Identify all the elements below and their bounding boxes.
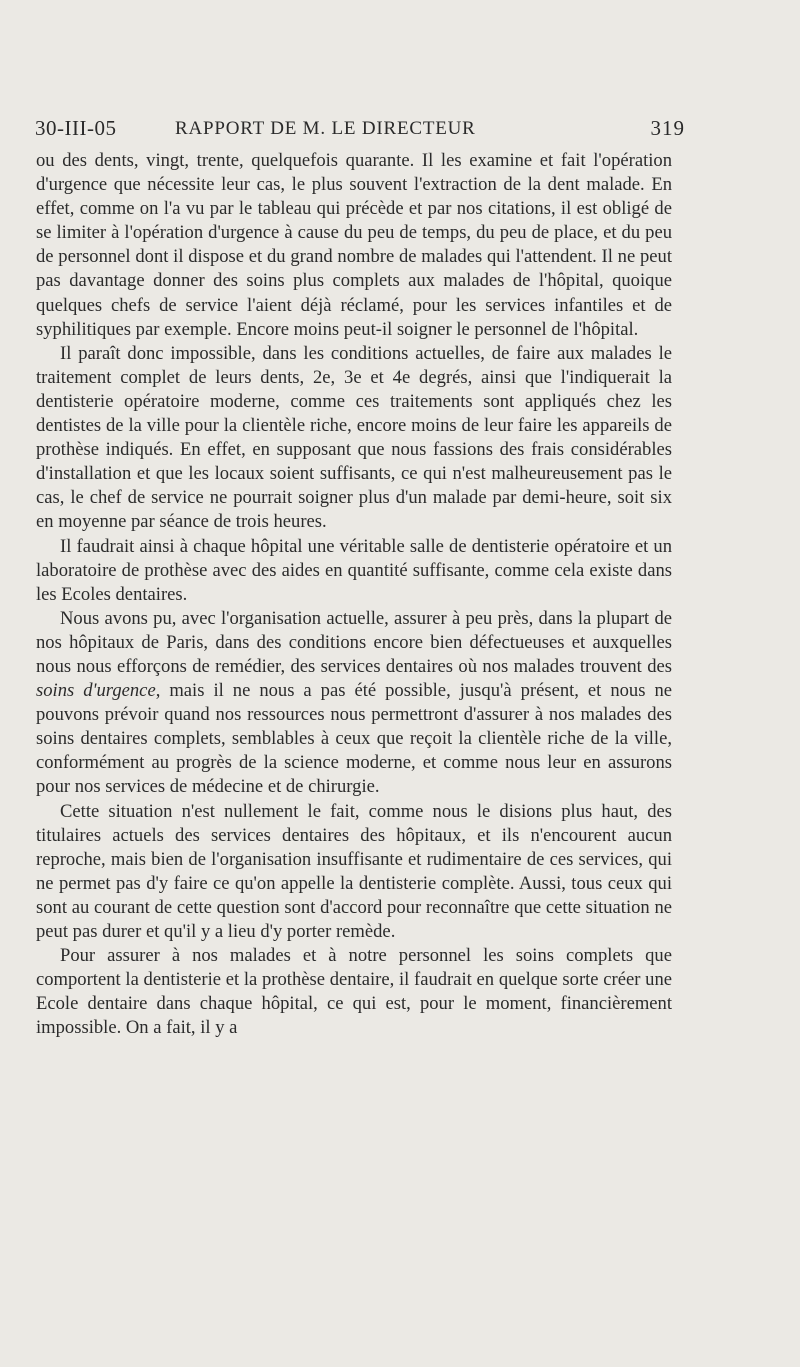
paragraph-2: Il paraît donc impossible, dans les conditions actuelles, de faire aux malades le traitement complet de leurs dents, 2e, 3e et 4e degrés, ainsi que l'indiquerait la dentisterie opératoire moderne, comme ces traitements sont appliqués chez les dentistes de la ville pour la clientèle riche, encore moins de leur faire les appareils de prothèse indiqués. En effet, en supposant que nous fassions des frais considérables d'installation et que les locaux soient suffisants, ce qui n'est malheureusement pas le cas, le chef de service ne pourrait soigner plus d'un malade par demi-heure, soit six en moyenne par séance de trois heures. bbox=[36, 342, 672, 533]
paragraph-6: Pour assurer à nos malades et à notre personnel les soins complets que comportent la dentisterie et la prothèse dentaire, il faudrait en quelque sorte créer une Ecole dentaire dans chaque hôpital, ce qui est, pour le moment, financièrement impossible. On a fait, il y a bbox=[36, 945, 672, 1039]
italic-phrase: soins d'urgence bbox=[36, 680, 156, 702]
running-header bbox=[35, 114, 685, 146]
page-number: 319 bbox=[650, 116, 685, 140]
body-text bbox=[36, 149, 672, 1040]
paragraph-3: Il faudrait ainsi à chaque hôpital une véritable salle de dentisterie opératoire et un laboratoire de prothèse avec des aides en quantité suffisante, comme cela existe dans les Ecoles dentaires. bbox=[36, 535, 672, 605]
header-date: 30-III-05 bbox=[35, 116, 117, 140]
paragraph-5: Cette situation n'est nullement le fait, comme nous le disions plus haut, des titulaires actuels des services dentaires des hôpitaux, et ils n'encourent aucun reproche, mais bien de l'organisation insuffisante et rudimentaire de ces services, qui ne permet pas d'y faire ce qu'on appelle la dentisterie complète. Aussi, tous ceux qui sont au courant de cette question sont d'accord pour reconnaître que cette situation ne peut pas durer et qu'il y a lieu d'y porter remède. bbox=[36, 800, 672, 942]
header-title: RAPPORT DE M. LE DIRECTEUR bbox=[175, 118, 476, 139]
paragraph-4: Nous avons pu, avec l'organisation actuelle, assurer à peu près, dans la plupart de nos hôpitaux de Paris, dans des conditions encore bien défectueuses et auxquelles nous nous efforçons de remédier, des services dentaires où nos malades trouvent des soins d'urgence, mais il ne nous a pas été possible, jusqu'à présent, et nous ne pouvons prévoir quand nos ressources nous permettront d'assurer à nos malades des soins dentaires complets, semblables à ceux que reçoit la clientèle riche de la ville, conformément au progrès de la science moderne, et comme nous leur en assurons pour nos services de médecine et de chirurgie. bbox=[36, 607, 672, 798]
paragraph-1: ou des dents, vingt, trente, quelquefois quarante. Il les examine et fait l'opération d'urgence que nécessite leur cas, le plus souvent l'extraction de la dent malade. En effet, comme on l'a vu par le tableau qui précède et par nos citations, il est obligé de se limiter à l'opération d'urgence à cause du peu de temps, du peu de place, et du peu de personnel dont il dispose et du grand nombre de malades qui l'attendent. Il ne peut pas davantage donner des soins plus complets aux malades de l'hôpital, quoique quelques chefs de service l'aient déjà réclamé, pour les services infantiles et de syphilitiques par exemple. Encore moins peut-il soigner le personnel de l'hôpital. bbox=[36, 150, 672, 340]
